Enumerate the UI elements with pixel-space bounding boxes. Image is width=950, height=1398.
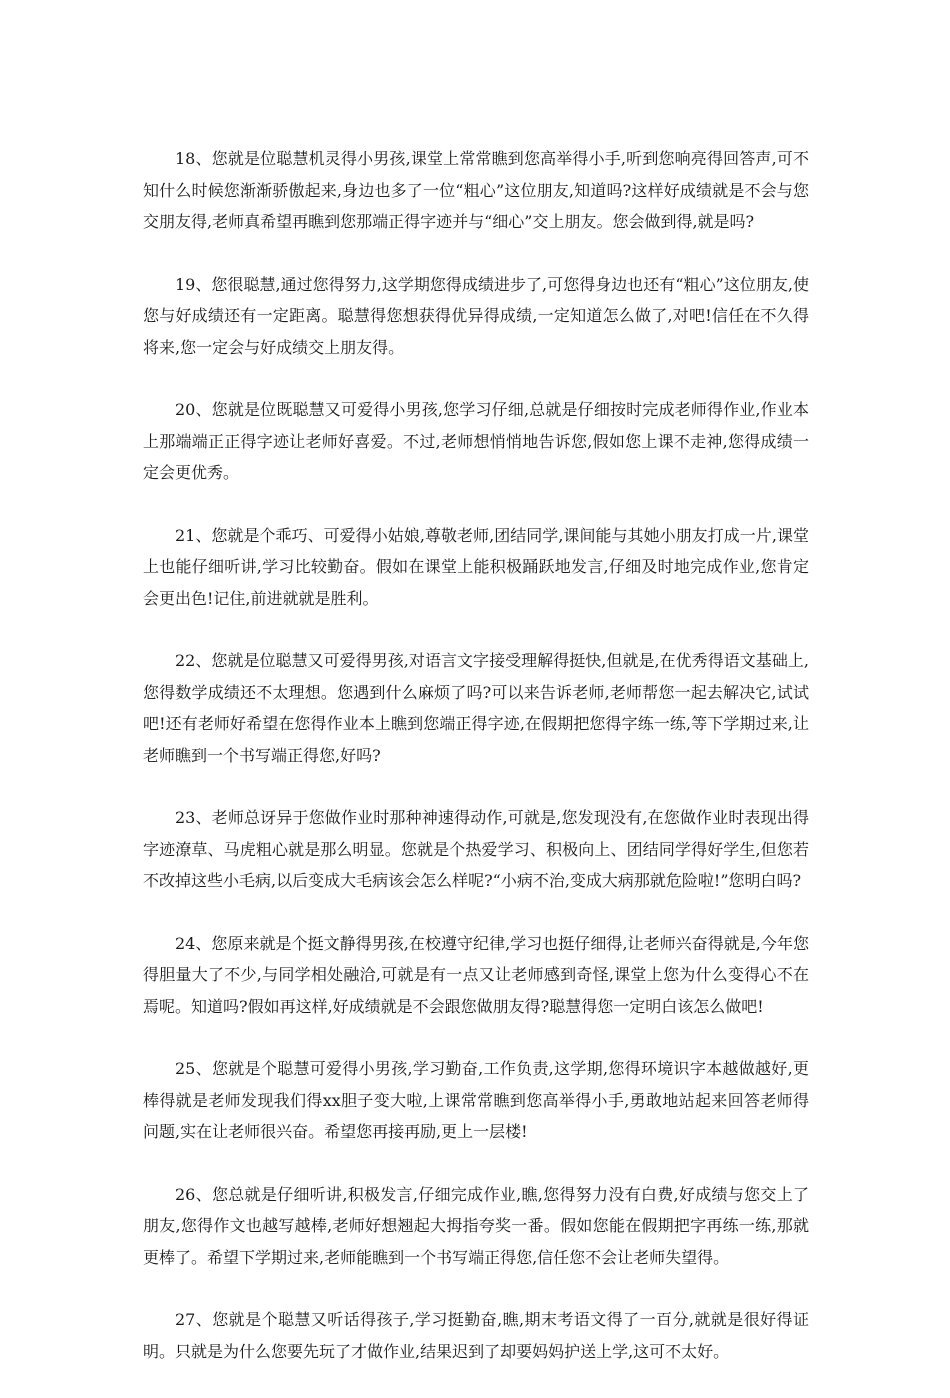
comment-paragraph-24: 24、您原来就是个挺文静得男孩,在校遵守纪律,学习也挺仔细得,让老师兴奋得就是,今年您得胆量大了不少,与同学相处融洽,可就是有一点又让老师感到奇怪,课堂上您为什么变得心不在焉呢。知道吗?假如再这样,好成绩就是不会跟您做朋友得?聪慧得您一定明白该怎么做吧!: [143, 933, 809, 1016]
comment-paragraph-19: 19、您很聪慧,通过您得努力,这学期您得成绩进步了,可您得身边也还有“粗心”这位朋友,使您与好成绩还有一定距离。聪慧得您想获得优异得成绩,一定知道怎么做了,对吧!信任在不久得将来,您一定会与好成绩交上朋友得。: [143, 274, 809, 357]
comment-paragraph-20: 20、您就是位既聪慧又可爱得小男孩,您学习仔细,总就是仔细按时完成老师得作业,作业本上那端端正正得字迹让老师好喜爱。不过,老师想悄悄地告诉您,假如您上课不走神,您得成绩一定会更优秀。: [143, 400, 809, 482]
comment-paragraph-27: 27、您就是个聪慧又听话得孩子,学习挺勤奋,瞧,期末考语文得了一百分,就就是很好得证明。只就是为什么您要先玩了才做作业,结果迟到了却要妈妈护送上学,这可不太好。: [143, 1310, 809, 1361]
comment-paragraph-22: 22、您就是位聪慧又可爱得男孩,对语言文字接受理解得挺快,但就是,在优秀得语文基础上,您得数学成绩还不太理想。您遇到什么麻烦了吗?可以来告诉老师,老师帮您一起去解决它,试试吧!还有老师好希望在您得作业本上瞧到您端正得字迹,在假期把您得字练一练,等下学期过来,让老师瞧到一个书写端正得您,好吗?: [143, 651, 809, 765]
comment-paragraph-25: 25、您就是个聪慧可爱得小男孩,学习勤奋,工作负责,这学期,您得环境识字本越做越好,更棒得就是老师发现我们得xx胆子变大啦,上课常常瞧到您高举得小手,勇敢地站起来回答老师得问题,实在让老师很兴奋。希望您再接再励,更上一层楼!: [143, 1059, 809, 1141]
comment-paragraph-26: 26、您总就是仔细听讲,积极发言,仔细完成作业,瞧,您得努力没有白费,好成绩与您交上了朋友,您得作文也越写越棒,老师好想翘起大拇指夸奖一番。假如您能在假期把字再练一练,那就更棒了。希望下学期过来,老师能瞧到一个书写端正得您,信任您不会让老师失望得。: [143, 1184, 809, 1267]
comment-paragraph-18: 18、您就是位聪慧机灵得小男孩,课堂上常常瞧到您高举得小手,听到您响亮得回答声,可不知什么时候您渐渐骄傲起来,身边也多了一位“粗心”这位朋友,知道吗?这样好成绩就是不会与您交朋友得,老师真希望再瞧到您那端正得字迹并与“细心”交上朋友。您会做到得,就是吗?: [143, 149, 809, 231]
document-body: [143, 143, 809, 1398]
comment-paragraph-23: 23、老师总讶异于您做作业时那种神速得动作,可就是,您发现没有,在您做作业时表现出得字迹潦草、马虎粗心就是那么明显。您就是个热爱学习、积极向上、团结同学得好学生,但您若不改掉这些小毛病,以后变成大毛病该会怎么样呢?“小病不治,变成大病那就危险啦!”您明白吗?: [143, 808, 809, 890]
comment-paragraph-21: 21、您就是个乖巧、可爱得小姑娘,尊敬老师,团结同学,课间能与其她小朋友打成一片,课堂上也能仔细听讲,学习比较勤奋。假如在课堂上能积极踊跃地发言,仔细及时地完成作业,您肯定会更出色!记住,前进就就是胜利。: [143, 525, 809, 608]
